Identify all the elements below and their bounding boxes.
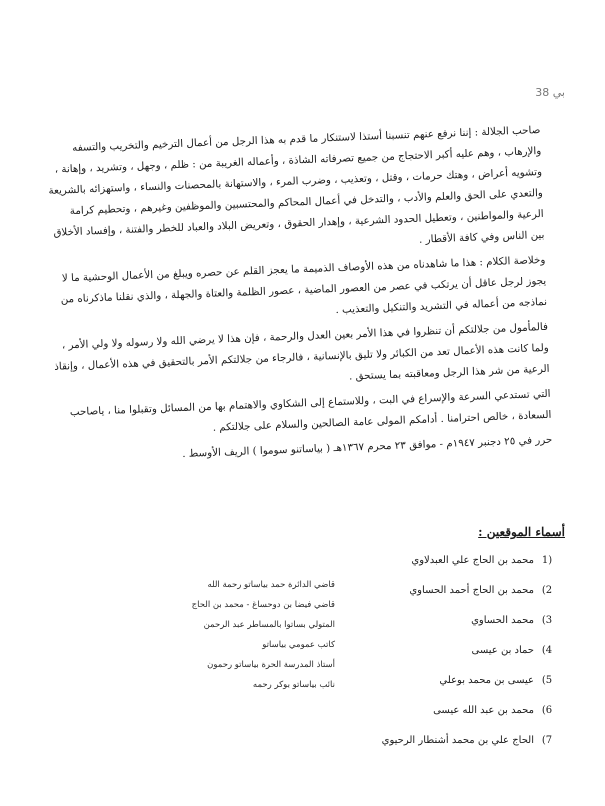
signature-annotation: نائب بياساتو بوكر رحمه (252, 680, 335, 690)
signer-number: (2 (541, 585, 553, 596)
signer-item (320, 726, 560, 756)
signer-number: (6 (541, 705, 553, 716)
signer-name: محمد بن الحاج أحمد الحساوي (409, 585, 534, 596)
signer-item (320, 636, 560, 666)
signer-number: (7 (541, 735, 553, 746)
signer-name: حماد بن عيسى (471, 645, 534, 656)
letter-paragraph: صاحب الجلالة : إننا نرفع عنهم تنسبنا أستذا لاستنكار ما قدم به هذا الرجل من أعمال الترخيم والتخريب والتسفه والإرهاب ، وهم عليه أكبر الاحتجاج من جميع تصرفاته الشاذة ، وأعماله الغريبة من : ظلم ، وجهل ، وتشريد ، وإهانة ، وتشويه أعراض ، وهتك حرمات ، وقتل ، وتعذيب ، وضرب المرء ، والاستهانة بالمحصنات والنساء ، واستهزائه بالشريعة والتعدي على الحق والعلم والأدب ، والتدخل في أعمال المحاكم والمحتسبين والموظفين وغيرهم ، وتحطيم كرامة الرعية والمواطنين ، وتعطيل الحدود الشرعية ، وإهدار الحقوق ، وتعريض البلاد والعباد للخطر والفتنة ، وإفساد الأخلاق بين الناس وفي كافة الأقطار . (48, 123, 545, 246)
signer-item (320, 666, 560, 696)
signature-annotation: أستاذ المدرسة الحرة بياساتو رحمون (207, 660, 335, 670)
page-mark: 38 بي (535, 86, 565, 99)
signer-number: 1) (541, 555, 553, 566)
letter-body (40, 120, 552, 474)
letter-paragraph: التي تستدعي السرعة والإسراع في البت ، وللاستماع إلى الشكاوي والاهتمام بها من المسائل وتقبلوا منا ، ياصاحب السعادة ، خالص احترامنا . أدامكم المولى عامة الصالحين والسلام على جلالتكم . (69, 387, 552, 434)
signer-item (320, 546, 560, 576)
letter-date-line: حرر في ٢٥ دجنبر ١٩٤٧م - موافق ٢٣ محرم ١٣٦٧هـ ( بياساتنو سوموا ) الريف الأوسط . (182, 433, 553, 460)
letter-paragraph: فالمأمول من جلالتكم أن تنظروا في هذا الأمر بعين العدل والرحمة ، فإن هذا لا يرضي الله ولا رسوله ولا ولي الأمر ، ولما كانت هذه الأعمال تعد من الكبائر ولا تليق بالإنسانية ، فالرجاء من جلالتكم الأمر بالتحقيق في هذه الأعمال ، وإنقاذ الرعية من شر هذا الرجل ومعاقبته بما يستحق . (54, 320, 550, 383)
signer-name: محمد بن الحاج علي العبدلاوي (411, 555, 534, 566)
signature-annotations (95, 575, 335, 695)
signer-item (320, 576, 560, 606)
signature-annotation: قاضي فيضا بن دوحساغ - محمد بن الحاج (191, 600, 335, 610)
signer-name: محمد بن عبد الله عيسى (433, 705, 534, 716)
signer-number: (4 (541, 645, 553, 656)
signature-annotation: المتولي بساتوا بالمساطر عبد الرحمن (203, 620, 335, 630)
signer-name: عيسى بن محمد بوعلي (439, 675, 534, 686)
signers-list (320, 546, 560, 756)
signer-item (320, 606, 560, 636)
letter-paragraph: وخلاصة الكلام : هذا ما شاهدناه من هذه الأوصاف الذميمة ما يعجز القلم عن حصره ويبلغ من الأعمال الوحشية ما لا يجوز لرجل عاقل أن يرتكب في عصر من العصور الماضية ، عصور الظلمة والعتاة والجهلة ، والذي نقلنا ماذكرناه من نماذجه من أعماله في التشريد والتنكيل والتعذيب . (60, 253, 548, 316)
signers-heading: أسماء الموقعين : (478, 525, 565, 539)
signature-annotation: كاتب عمومي بياساتو (262, 640, 335, 650)
signature-annotation: قاضي الدائرة حمد بياساتو رحمة الله (207, 580, 335, 590)
signer-name: محمد الحساوي (471, 615, 534, 626)
signer-number: (3 (541, 615, 553, 626)
signer-name: الحاج علي بن محمد أشنطار الرحيوي (381, 735, 534, 746)
signer-item (320, 696, 560, 726)
signer-number: (5 (541, 675, 553, 686)
